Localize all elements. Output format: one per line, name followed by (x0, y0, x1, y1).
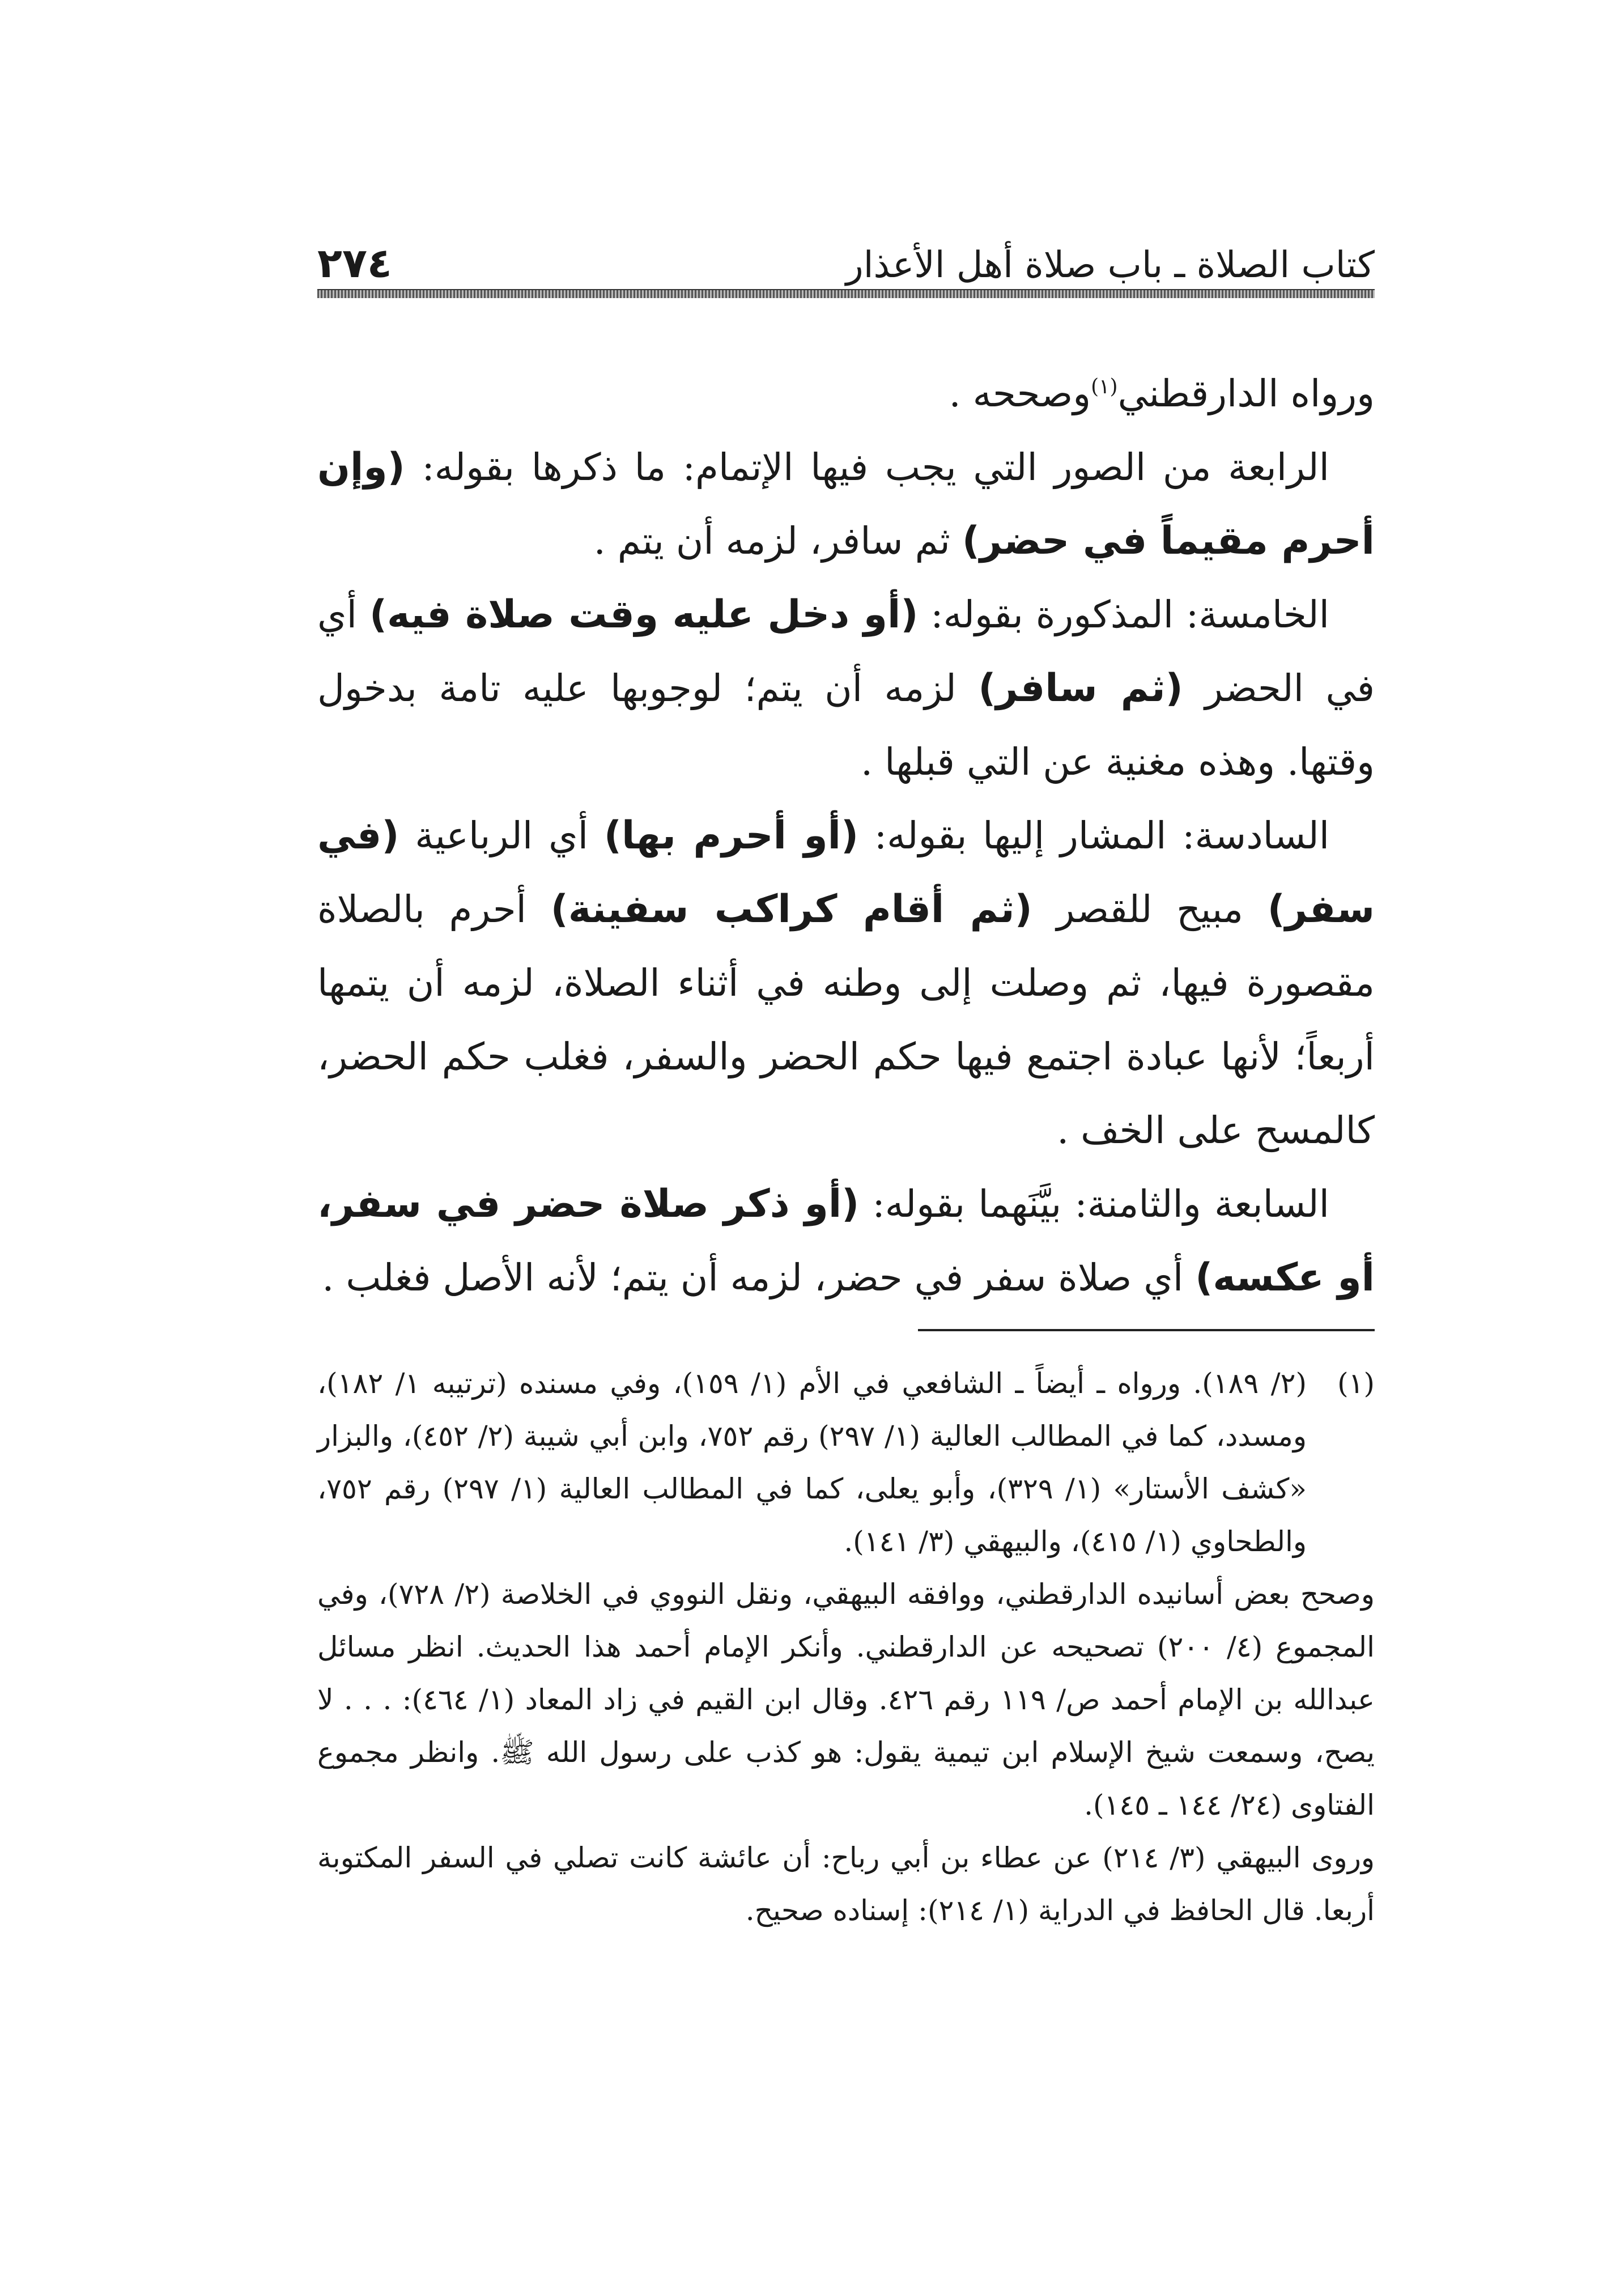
footnote-paragraph: وصحح بعض أسانيده الدارقطني، ووافقه البيهقي، ونقل النووي في الخلاصة (٢/ ٧٢٨)، وفي المجموع (٤/ ٢٠٠) تصحيحه عن الدارقطني. وأنكر الإمام أحمد هذا الحديث. انظر مسائل عبدالله بن الإمام أحمد ص/ ١١٩ رقم ٤٢٦. وقال ابن القيم في زاد المعاد (١/ ٤٦٤): . . . لا يصح، وسمعت شيخ الإسلام ابن تيمية يقول: هو كذب على رسول الله ﷺ. وانظر مجموع الفتاوى (٢٤/ ١٤٤ ـ ١٤٥). (317, 1578, 1375, 1821)
paragraph-3 (317, 578, 1375, 799)
text: وصححه . (949, 372, 1091, 415)
paragraph-5 (317, 1167, 1375, 1315)
matn-quote: (أو ذكر صلاة حضر في سفر، أو عكسه) (317, 1182, 1375, 1300)
text: السابعة والثامنة: بيَّنَهما بقوله: (872, 1182, 1330, 1226)
text: ورواه الدارقطني (1117, 372, 1375, 415)
footnote-paragraph: وروى البيهقي (٣/ ٢١٤) عن عطاء بن أبي رباح: أن عائشة كانت تصلي في السفر المكتوبة أربعا. قال الحافظ في الدراية (١/ ٢١٤): إسناده صحيح. (317, 1841, 1375, 1927)
paragraph-4 (317, 799, 1375, 1167)
main-text (317, 357, 1375, 1315)
header-rule (317, 289, 1375, 298)
text: أي في الحضر (317, 593, 1375, 710)
matn-quote: (وإن أحرم مقيماً في حضر) (317, 445, 1375, 563)
text: أي صلاة سفر في حضر، لزمه أن يتم؛ لأنه الأصل فغلب . (322, 1256, 1184, 1300)
matn-quote: (أو دخل عليه وقت صلاة فيه) (369, 592, 919, 637)
text: أي الرباعية (415, 814, 589, 857)
page-number: ٢٧٤ (317, 239, 392, 287)
matn-quote: (في سفر) (317, 813, 1375, 932)
paragraph-1 (317, 357, 1375, 431)
text: مبيح للقصر (1056, 888, 1243, 931)
matn-quote: (ثم سافر) (978, 666, 1183, 711)
footnote-reference[interactable]: (١) (1091, 375, 1118, 398)
running-header (317, 215, 1375, 287)
footnote-separator (918, 1329, 1375, 1331)
footnote-text: (٢/ ١٨٩). ورواه ـ أيضاً ـ الشافعي في الأم (١/ ١٥٩)، وفي مسنده (ترتيبه ١/ ١٨٢)، ومسدد، كما في المطالب العالية (١/ ٢٩٧) رقم ٧٥٢، وابن أبي شيبة (٢/ ٤٥٢)، والبزار «كشف الأستار» (١/ ٣٢٩)، وأبو يعلى، كما في المطالب العالية (١/ ٢٩٧) رقم ٧٥٢، والطحاوي (١/ ٤١٥)، والبيهقي (٣/ ١٤١). (317, 1367, 1307, 1558)
text: أحرم بالصلاة مقصورة فيها، ثم وصلت إلى وطنه في أثناء الصلاة، لزمه أن يتمها أربعاً؛ لأنها عبادة اجتمع فيها حكم الحضر والسفر، فغلب حكم الحضر، كالمسح على الخف . (317, 888, 1375, 1152)
text: الخامسة: المذكورة بقوله: (930, 593, 1329, 636)
text: الرابعة من الصور التي يجب فيها الإتمام: ما ذكرها بقوله: (422, 445, 1330, 489)
header-title: كتاب الصلاة ـ باب صلاة أهل الأعذار (845, 244, 1375, 286)
matn-quote: (ثم أقام كراكب سفينة) (550, 887, 1032, 932)
text: السادسة: المشار إليها بقوله: (874, 814, 1330, 857)
footnote-1 (317, 1357, 1375, 1568)
text: لزمه أن يتم؛ لوجوبها عليه تامة بدخول وقتها. وهذه مغنية عن التي قبلها . (317, 666, 1375, 784)
matn-quote: (أو أحرم بها) (603, 813, 859, 858)
footnote-number: (١) (1337, 1367, 1375, 1400)
footnotes (317, 1357, 1375, 1937)
paragraph-2 (317, 431, 1375, 578)
text: ثم سافر، لزمه أن يتم . (593, 519, 950, 563)
